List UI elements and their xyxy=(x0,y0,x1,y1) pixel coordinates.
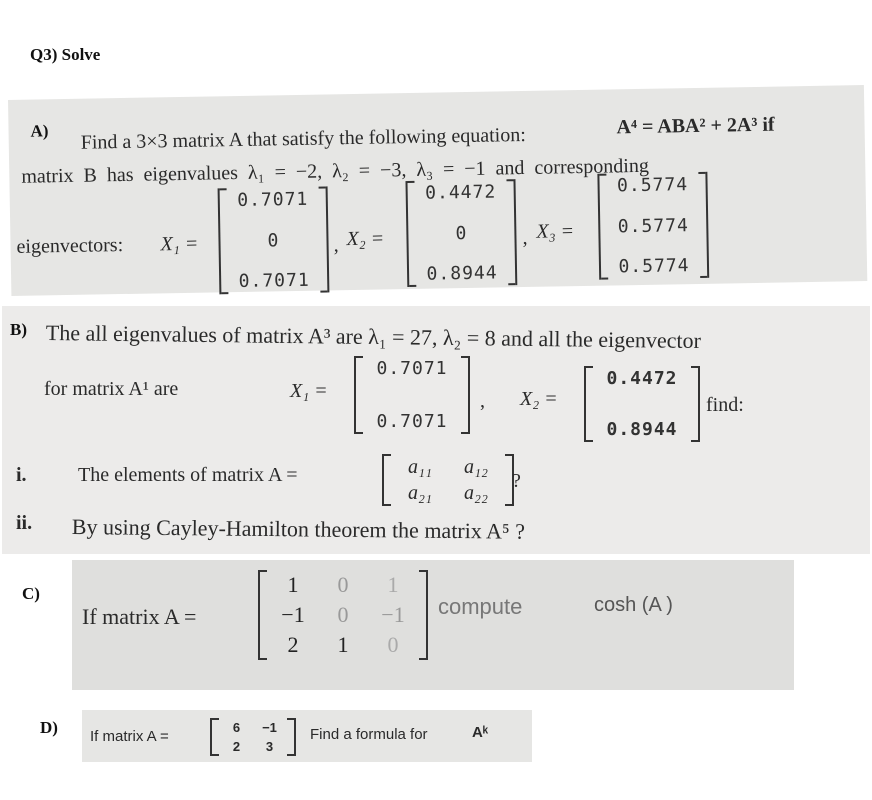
part-a-panel xyxy=(8,85,867,296)
part-b-line1: The all eigenvalues of matrix A³ are λ₁ = 27, λ₂ = 8 and all the eigenvector xyxy=(45,320,702,354)
a12: a₁₂ xyxy=(464,455,488,478)
c-m32: 1 xyxy=(337,632,349,657)
part-d-matrix xyxy=(210,718,296,756)
x3-label: X₃ = xyxy=(536,220,575,243)
b-x1-entry-2: 0.7071 xyxy=(376,411,448,432)
page-heading: Q3) Solve xyxy=(30,45,101,64)
matrix-a-elements xyxy=(382,454,514,506)
x1-label: X₁ = xyxy=(160,232,199,256)
a21: a₂₁ xyxy=(408,481,432,504)
comma-2: , xyxy=(522,226,528,250)
part-c-text: If matrix A = xyxy=(82,604,197,629)
b-eigenvector-x1 xyxy=(354,356,470,434)
part-b-panel xyxy=(2,306,870,554)
part-a-equation: A⁴ = ABA² + 2A³ if xyxy=(616,113,775,139)
item-i-question: ? xyxy=(512,470,521,492)
b-comma: , xyxy=(480,390,485,412)
c-m13: 1 xyxy=(387,572,399,597)
d-m11: 6 xyxy=(232,720,241,735)
a11: a₁₁ xyxy=(408,455,432,478)
item-ii-number: ii. xyxy=(16,512,33,534)
b-x1-label: X₁ = xyxy=(290,380,328,402)
part-a-line1: Find a 3×3 matrix A that satisfy the following equation: xyxy=(80,123,527,154)
part-a-line2: matrix B has eigenvalues λ₁ = −2, λ₂ = −3, λ₃ = −1 and corresponding xyxy=(21,154,650,188)
b-find: find: xyxy=(706,394,744,416)
x3-entry-1: 0.5774 xyxy=(616,174,689,197)
x2-label: X₂ = xyxy=(346,227,385,251)
x1-entry-3: 0.7071 xyxy=(238,269,310,292)
x2-entry-1: 0.4472 xyxy=(424,181,497,204)
part-b-line2: for matrix A¹ are xyxy=(44,378,179,400)
item-ii-text: By using Cayley-Hamilton theorem the matrix A⁵ ? xyxy=(71,514,526,544)
eigenvector-x3 xyxy=(597,172,709,280)
item-i-text: The elements of matrix A = xyxy=(78,464,298,486)
part-c-label: C) xyxy=(22,584,40,603)
d-m21: 2 xyxy=(232,739,241,754)
part-d-label: D) xyxy=(40,718,58,737)
item-i-number: i. xyxy=(16,464,27,486)
part-c-panel xyxy=(72,560,794,690)
comma-1: , xyxy=(333,234,339,257)
part-a-label: A) xyxy=(30,121,49,141)
b-x1-entry-1: 0.7071 xyxy=(376,358,448,379)
c-m23: −1 xyxy=(381,602,405,627)
c-m22: 0 xyxy=(337,602,349,627)
x3-entry-2: 0.5774 xyxy=(617,214,689,237)
c-m31: 2 xyxy=(287,632,299,657)
c-m33: 0 xyxy=(387,632,399,657)
part-b-label: B) xyxy=(10,320,27,339)
part-c-matrix xyxy=(258,570,428,660)
eigenvector-x1 xyxy=(218,186,330,294)
part-d-find: Find a formula for xyxy=(310,726,428,743)
part-c-compute: compute xyxy=(438,594,523,619)
a22: a₂₂ xyxy=(464,481,488,504)
d-m22: 3 xyxy=(265,739,274,754)
x2-entry-3: 0.8944 xyxy=(426,262,498,285)
x2-entry-2: 0 xyxy=(455,222,468,244)
b-x2-entry-2: 0.8944 xyxy=(606,419,678,440)
c-m21: −1 xyxy=(281,602,305,627)
part-d-panel xyxy=(82,710,532,762)
part-d-ak: Aᵏ xyxy=(472,724,489,741)
x1-entry-1: 0.7071 xyxy=(237,188,309,212)
x1-entry-2: 0 xyxy=(267,229,280,251)
eigenvectors-label: eigenvectors: xyxy=(16,234,124,258)
eigenvector-x2 xyxy=(405,179,517,287)
b-eigenvector-x2 xyxy=(584,366,700,442)
b-x2-entry-1: 0.4472 xyxy=(606,368,678,389)
b-x2-label: X₂ = xyxy=(520,388,558,410)
c-m12: 0 xyxy=(337,572,349,597)
part-d-text: If matrix A = xyxy=(90,728,169,745)
part-c-cosh: cosh (A ) xyxy=(594,594,673,616)
x3-entry-3: 0.5774 xyxy=(618,255,690,278)
c-m11: 1 xyxy=(287,572,299,597)
d-m12: −1 xyxy=(262,720,277,735)
